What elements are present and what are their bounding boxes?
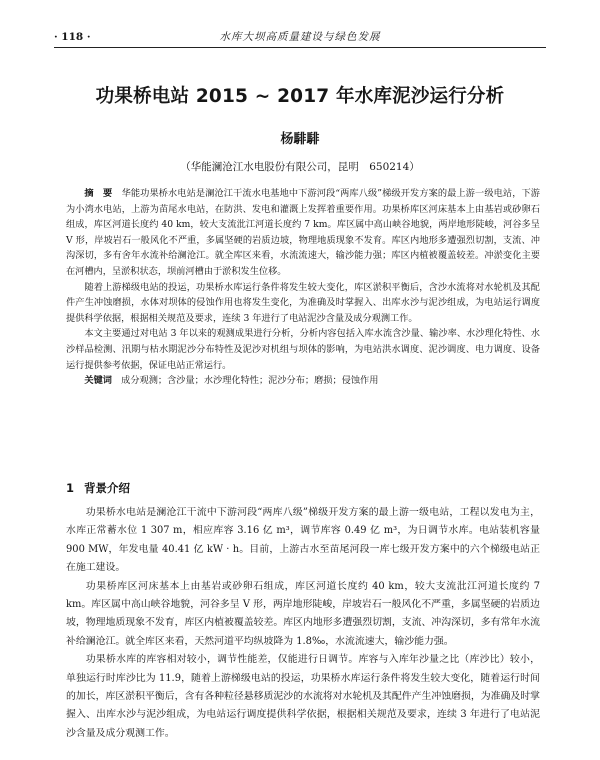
keywords-line [66, 373, 540, 389]
abstract-label: 摘 要 [84, 188, 113, 199]
page-number: · 118 · [54, 31, 91, 43]
body-paragraph: 功果桥水电站是澜沧江干流中下游河段“两库八级”梯级开发方案的最上游一级电站，工程以发电为主，水库正常蓄水位 1 307 m，相应库容 3.16 亿 m³，调节库容 0.49 亿 m³，为日调节水库。电站装机容量 900 MW，年发电量 40.41 亿 kW · h。目前，上游古水至苗尾河段一库七级开发方案中的六个梯级电站正在施工建设。 [66, 507, 540, 574]
paper-title: 功果桥电站 2015 ~ 2017 年水库泥沙运行分析 [95, 86, 505, 107]
section-heading [66, 480, 130, 496]
abstract-paragraph [66, 186, 540, 280]
journal-title: 水库大坝高质量建设与绿色发展 [219, 31, 381, 43]
body-paragraph: 功果桥水库的库容相对较小，调节性能差，仅能进行日调节。库容与入库年沙量之比（库沙比）较小，单独运行时库沙比为 11.9，随着上游梯级电站的投运，功果桥水库运行条件将发生较大变化，随着运行时间的加长，库区淤积平衡后，含有各种粒径悬移质泥沙的水流将对水轮机及其配件产生冲蚀磨损，为准确及时掌握入、出库水沙与泥沙组成，为电站运行调度提供科学依据，根据相关规范及要求，连续 3 年进行了电站泥沙含量及成分观测工作。 [66, 654, 541, 739]
section-title: 背景介绍 [84, 481, 131, 495]
abstract-block [66, 186, 540, 389]
body-paragraph: 功果桥库区河床基本上由基岩或砂卵石组成，库区河道长度约 40 km，较大支流沘江河道长度约 7 km。库区属中高山峡谷地貌，河谷多呈 V 形，两岸地形陡峻，岸坡岩石一般风化不严重，多属坚硬的岩质边坡，物理地质现象不发育，库区内植被覆盖较差。库区内地形多遭强烈切割，支流、冲沟深切，多有常年水流补给澜沧江。就全库区来看，天然河道平均纵坡降为 1.8‰，水流流速大，输沙能力强。 [66, 580, 541, 647]
paper-affiliation: （华能澜沧江水电股份有限公司，昆明 650214） [180, 161, 420, 173]
running-header [54, 28, 546, 46]
abstract-paragraph: 随着上游梯级电站的投运，功果桥水库运行条件将发生较大变化，库区淤积平衡后，含沙水流将对水轮机及其配件产生冲蚀磨损，水体对坝体的侵蚀作用也将发生变化，为准确及时掌握入、出库水沙与泥沙组成，为电站运行调度提供科学依据，根据相关规范及要求，连续 3 年进行了电站泥沙含量及成分观测工作。 [66, 281, 540, 324]
keywords-text: 成分观测；含沙量；水沙理化特性；泥沙分布；磨损；侵蚀作用 [121, 375, 379, 387]
header-rule [54, 47, 546, 48]
section-number: 1 [66, 481, 75, 495]
abstract-text: 华能功果桥水电站是澜沧江干流水电基地中下游河段“两库八级”梯级开发方案的最上游一级电站，下游为小湾水电站，上游为苗尾水电站，在防洪、发电和灌溉上发挥着重要作用。功果桥库区河床基本上由基岩或砂卵石组成，库区河道长度约 40 km，较大支流沘江河道长度约 7 km。库区属中高山峡谷地貌，两岸地形陡峻，河谷多呈 V 形，岸坡岩石一般风化不严重，多属坚硬的岩质边坡，物理地质现象不发育。库区内地形多遭强烈切割，支流、冲沟深切，多有舍年水流补给澜沧江。就全库区来看，水流流速大，输沙能力强；库区内植被覆盖较差。冲淤变化主要在河槽内，呈淤积状态，坝前河槽由于淤积发生位移。 [66, 188, 540, 277]
keywords-label: 关键词 [84, 375, 112, 387]
abstract-paragraph: 本文主要通过对电站 3 年以来的观测成果进行分析，分析内容包括入库水流含沙量、输沙率、水沙理化特性、水沙样品检测、汛期与枯水期泥沙分布特性及泥沙对机组与坝体的影响，为电站洪水调度、泥沙调度、电力调度、设备运行提供参考依据，保证电站正常运行。 [66, 328, 540, 371]
section-body [66, 504, 540, 743]
paper-author: 杨騑騑 [280, 132, 320, 147]
